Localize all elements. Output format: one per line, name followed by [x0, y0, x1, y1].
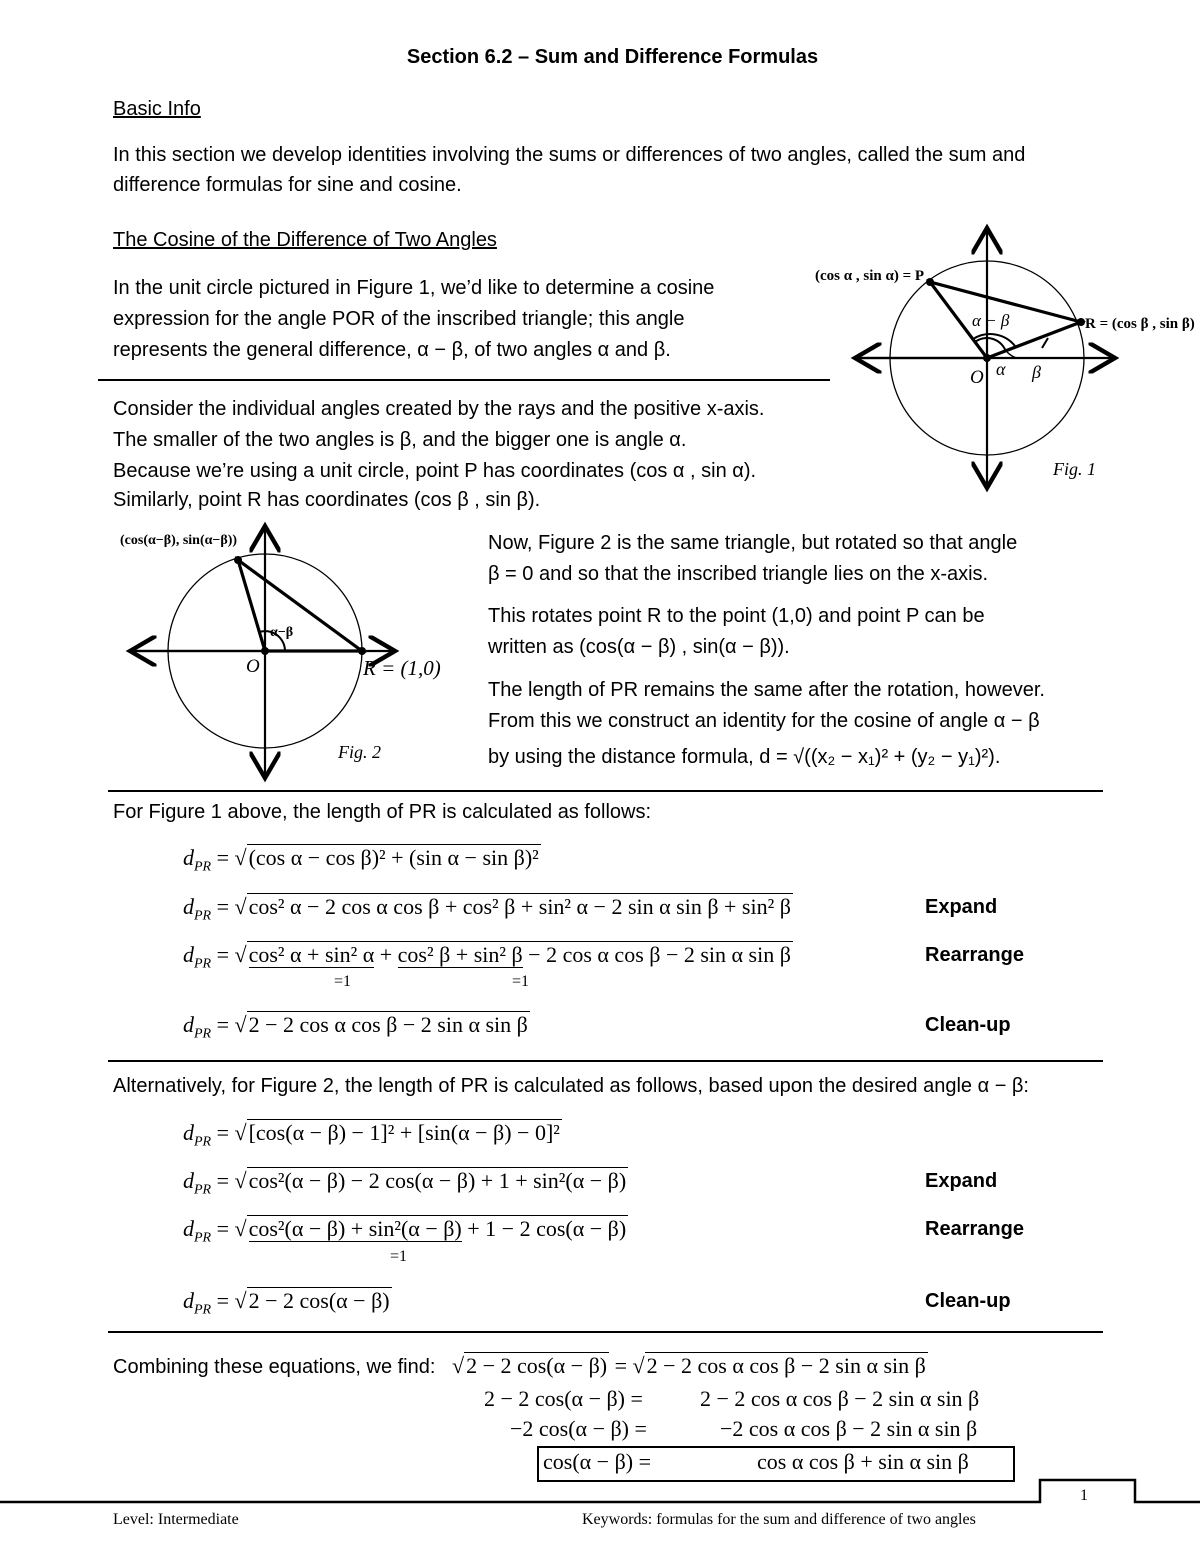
- fig2-label-r: R = (1,0): [363, 656, 441, 680]
- fig2-text-1: Now, Figure 2 is the same triangle, but rotated so that angle: [488, 532, 1018, 554]
- fig1-eq-3: $d_{PR} = √\cos^2$ α + sin² α + cos² β + sin² β − 2 cos α cos β − 2 sin α sin β: [183, 942, 791, 972]
- fig2-eq-2: $d_{PR} = √\cos^2(\alpha - \beta) - 2$ cos(α − β) + 1 + sin²(α − β): [183, 1168, 627, 1198]
- fig2-eq-3-rest: + 1 − 2 cos(α − β): [467, 1216, 627, 1241]
- fig2-label-angle: α−β: [270, 625, 294, 640]
- fig1-eq-4-body: 2 − 2 cos α cos β − 2 sin α sin β: [248, 1012, 528, 1037]
- fig1-eq-3-group-b: cos² β + sin² β: [397, 942, 523, 967]
- consider-line-3: Because we’re using a unit circle, point P has coordinates (cos α , sin α).: [113, 460, 757, 482]
- combine-l4-right: cos α cos β + sin α sin β: [757, 1449, 969, 1474]
- fig2-label-cleanup: Clean-up: [925, 1290, 1011, 1312]
- combine-l3-left: −2 cos(α − β) =: [510, 1416, 647, 1441]
- combine-l2-right: 2 − 2 cos α cos β − 2 sin α sin β: [700, 1386, 980, 1411]
- fig2-eq-2-body: cos²(α − β) − 2 cos(α − β) + 1 + sin²(α − β): [248, 1168, 627, 1193]
- origin-1: [983, 354, 991, 362]
- fig2-eq-4: $d_{PR} = √2 - 2$ cos(α − β): [183, 1288, 390, 1318]
- fig1-eq-3-plus: +: [379, 942, 393, 967]
- fig2-label-p: (cos(α−β), sin(α−β)): [120, 533, 238, 548]
- fig1-label-expand: Expand: [925, 896, 998, 918]
- figure-2: [110, 520, 480, 785]
- fig1-label-cleanup: Clean-up: [925, 1014, 1011, 1036]
- fig2-eq-1: $d_{PR} = √[\cos(\alpha - \beta) - 1]^2 + [\sin(\alpha - \beta) - 0]^2$: [183, 1120, 560, 1150]
- page-number: 1: [1080, 1487, 1088, 1504]
- fig1-caption: Fig. 1: [1053, 459, 1096, 479]
- fig2-text-3: This rotates point R to the point (1,0) and point P can be: [488, 605, 985, 627]
- fig2-eq-3-underbrace: =1: [390, 1248, 408, 1265]
- intro-line-1: In the unit circle pictured in Figure 1, we’d like to determine a cosine: [113, 277, 715, 299]
- fig2-caption: Fig. 2: [338, 742, 381, 762]
- fig1-calc-intro: For Figure 1 above, the length of PR is calculated as follows:: [113, 801, 652, 823]
- fig1-eq-2-body: cos² α − 2 cos α cos β + cos² β + sin² α − 2 sin α sin β + sin² β: [248, 894, 791, 919]
- cosine-diff-heading: The Cosine of the Difference of Two Angles: [113, 229, 497, 251]
- point-r-2: [358, 647, 366, 655]
- divider-2: [108, 790, 1103, 792]
- consider-line-4: Similarly, point R has coordinates (cos β , sin β).: [113, 489, 541, 511]
- fig1-eq-1: $d_{PR} = √(\cos$ α − cos β)² + (sin α − sin β)²: [183, 845, 539, 875]
- basic-info-text-1: In this section we develop identities involving the sums or differences of two angles, called the sum and: [113, 144, 1026, 166]
- fig1-label-o: O: [970, 367, 984, 388]
- point-r-1: [1077, 318, 1085, 326]
- point-p-2: [234, 556, 242, 564]
- divider-1: [98, 379, 830, 381]
- fig2-text-2: β = 0 and so that the inscribed triangle lies on the x-axis.: [488, 563, 989, 585]
- fig1-label-p: (cos α , sin α) = P: [815, 268, 925, 284]
- fig1-label-diff: α − β: [972, 311, 1010, 330]
- fig2-eq-3: $d_{PR} = √\cos^2(\alpha - \beta) + \sin^2(\alpha - \beta) + 1 - 2$ cos(α − β): [183, 1216, 627, 1246]
- intro-line-3: represents the general difference, α − β, of two angles α and β.: [113, 339, 671, 361]
- fig2-label-expand: Expand: [925, 1170, 998, 1192]
- divider-3: [108, 1060, 1103, 1062]
- fig1-eq-3-rest: − 2 cos α cos β − 2 sin α sin β: [528, 942, 791, 967]
- fig1-eq-4: $d_{PR} = √2 - 2$ cos α cos β − 2 sin α sin β: [183, 1012, 528, 1042]
- consider-line-1: Consider the individual angles created by the rays and the positive x-axis.: [113, 398, 765, 420]
- fig2-eq-1-body: [cos(α − β) − 1]² + [sin(α − β) − 0]²: [248, 1120, 560, 1145]
- triangle-2: [238, 560, 362, 651]
- fig2-text-7: by using the distance formula, d = √((x₂ − x₁)² + (y₂ − y₁)²).: [488, 746, 1001, 768]
- fig1-eq-1-body: (cos α − cos β)² + (sin α − sin β)²: [248, 845, 539, 870]
- combine-line-1: √2 − 2 cos(α − β) = √2 − 2 cos α cos β − 2 sin α sin β: [452, 1353, 926, 1378]
- fig1-label-alpha: α: [996, 359, 1006, 379]
- fig2-text-6: From this we construct an identity for the cosine of angle α − β: [488, 710, 1040, 732]
- combine-l1-eq: =: [614, 1353, 628, 1378]
- fig1-eq-2: $d_{PR} = √\cos^2$ α − 2 cos α cos β + cos² β + sin² α − 2 sin α sin β + sin² β: [183, 894, 791, 924]
- origin-2: [261, 647, 269, 655]
- combine-l4-left: cos(α − β) =: [543, 1449, 652, 1474]
- combine-l2-left: 2 − 2 cos(α − β) =: [484, 1386, 643, 1411]
- fig1-eq-3-underbrace-2: =1: [512, 973, 530, 990]
- fig2-text-5: The length of PR remains the same after the rotation, however.: [488, 679, 1045, 701]
- fig2-eq-4-body: 2 − 2 cos(α − β): [248, 1288, 390, 1313]
- fig2-eq-3-group: cos²(α − β) + sin²(α − β): [248, 1216, 462, 1241]
- consider-line-2: The smaller of the two angles is β, and the bigger one is angle α.: [113, 429, 687, 451]
- fig1-eq-3-group-a: cos² α + sin² α: [248, 942, 375, 967]
- combine-l3-right: −2 cos α cos β − 2 sin α sin β: [720, 1416, 978, 1441]
- figure-1: [810, 220, 1200, 500]
- combine-l1-left: 2 − 2 cos(α − β): [466, 1353, 608, 1378]
- fig2-calc-intro: Alternatively, for Figure 2, the length of PR is calculated as follows, based upon the desired angle α − β:: [113, 1075, 1029, 1097]
- combine-intro: Combining these equations, we find:: [113, 1356, 436, 1378]
- point-p-1: [926, 278, 934, 286]
- combine-l1-right: 2 − 2 cos α cos β − 2 sin α sin β: [646, 1353, 926, 1378]
- fig1-label-beta: β: [1032, 362, 1041, 382]
- basic-info-heading: Basic Info: [113, 98, 201, 120]
- fig1-eq-3-underbrace-1: =1: [334, 973, 352, 990]
- divider-4: [108, 1331, 1103, 1333]
- footer-rule: [0, 1478, 1200, 1508]
- basic-info-text-2: difference formulas for sine and cosine.: [113, 174, 462, 196]
- intro-line-2: expression for the angle POR of the inscribed triangle; this angle: [113, 308, 685, 330]
- footer-level: Level: Intermediate: [113, 1511, 239, 1528]
- fig1-label-r: R = (cos β , sin β): [1085, 316, 1195, 332]
- fig1-label-rearrange: Rearrange: [925, 944, 1024, 966]
- fig2-label-rearrange: Rearrange: [925, 1218, 1024, 1240]
- page-title: Section 6.2 – Sum and Difference Formulas: [406, 46, 819, 68]
- fig2-label-o: O: [246, 656, 260, 677]
- fig2-text-4: written as (cos(α − β) , sin(α − β)).: [488, 636, 790, 658]
- footer-keywords: Keywords: formulas for the sum and difference of two angles: [582, 1511, 976, 1528]
